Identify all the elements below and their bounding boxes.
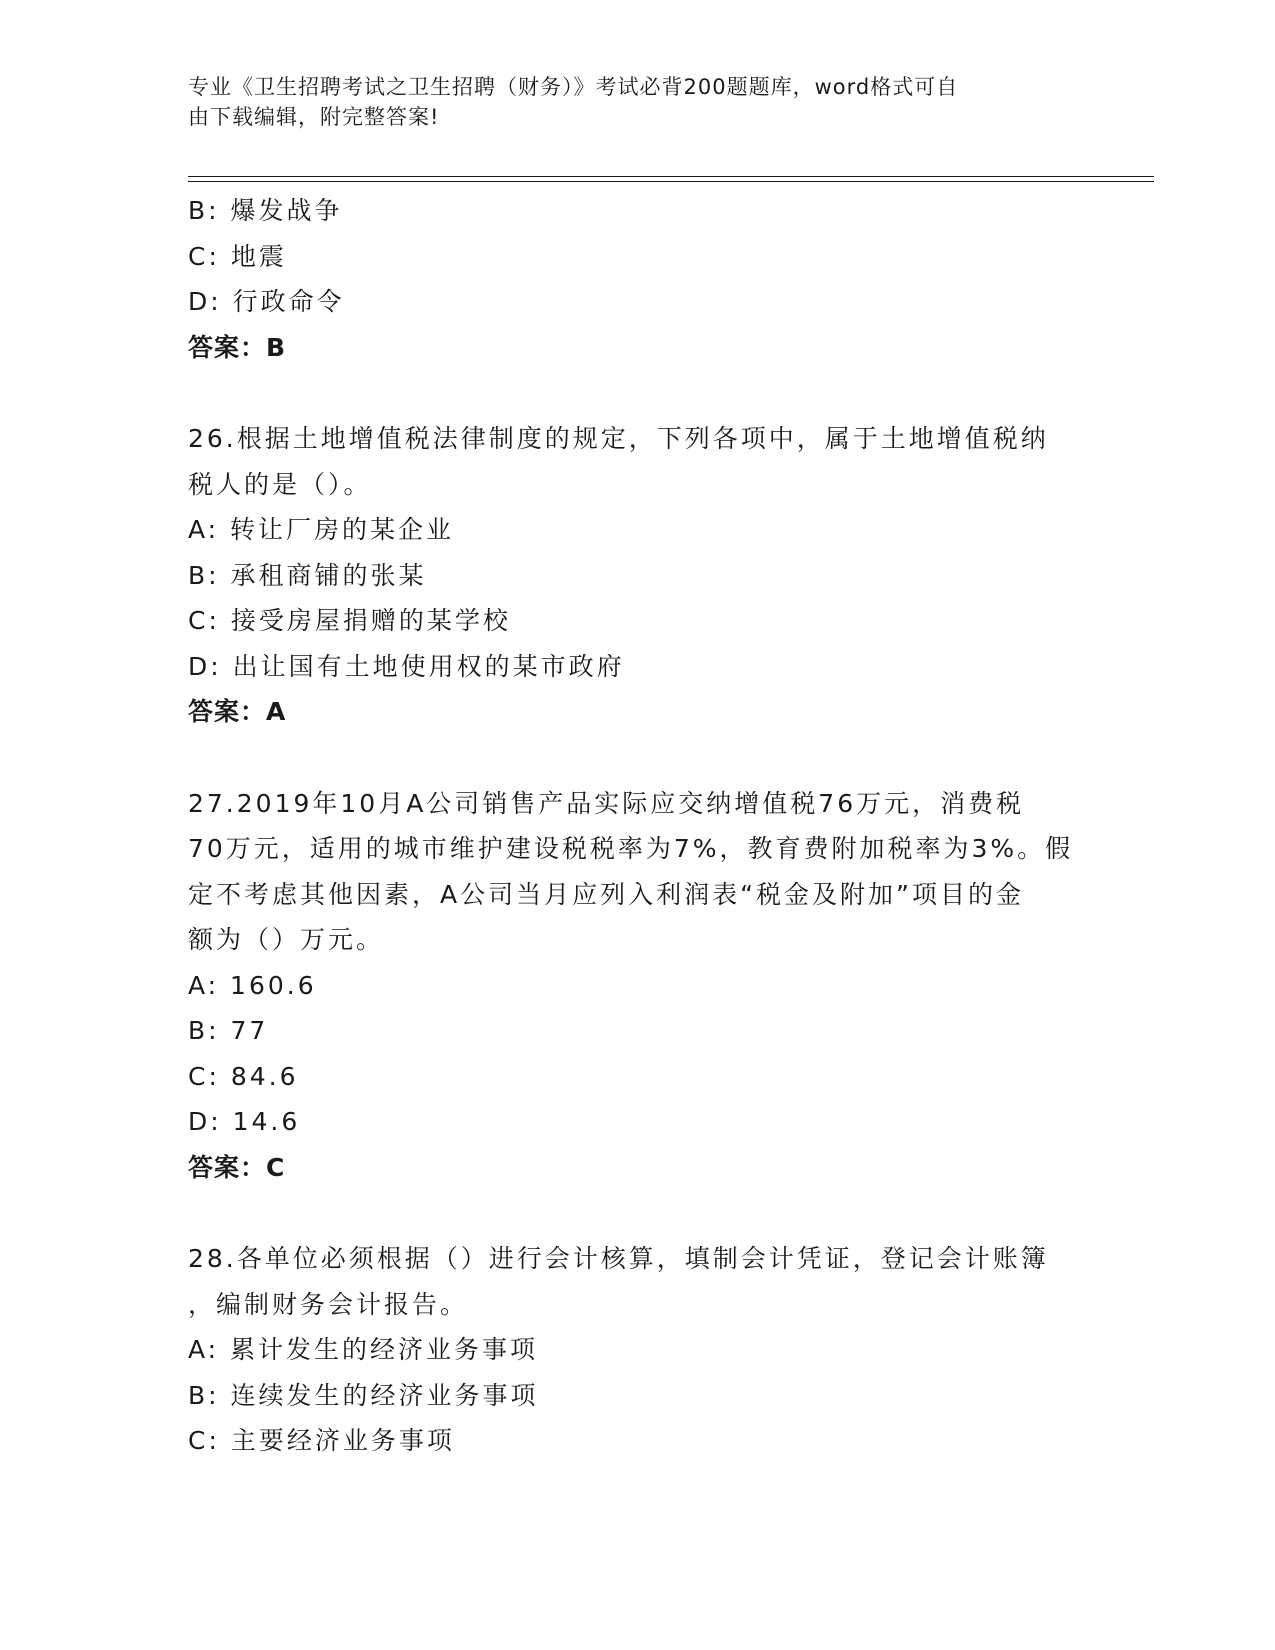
question-stem: ，编制财务会计报告。 <box>188 1289 469 1319</box>
option-a: A: 160.6 <box>188 970 317 1000</box>
option-b: B: 承租商铺的张某 <box>188 560 427 590</box>
question-stem: 70万元，适用的城市维护建设税税率为7%，教育费附加税率为3%。假 <box>188 834 1074 863</box>
question-28 <box>188 1236 1088 1464</box>
option-d: D: 出让国有土地使用权的某市政府 <box>188 651 625 681</box>
option-b: B: 连续发生的经济业务事项 <box>188 1380 539 1410</box>
question-26 <box>188 416 1088 735</box>
option-c: C: 主要经济业务事项 <box>188 1426 455 1455</box>
option-b: B: 爆发战争 <box>188 196 343 225</box>
answer: 答案：A <box>188 697 287 726</box>
option-a: A: 累计发生的经济业务事项 <box>188 1335 539 1364</box>
question-27 <box>188 781 1088 1191</box>
header-divider-top <box>188 176 1154 177</box>
question-stem: 27.2019年10月A公司销售产品实际应交纳增值税76万元，消费税 <box>188 788 1025 818</box>
question-stem: 26.根据土地增值税法律制度的规定，下列各项中，属于土地增值税纳 <box>188 424 1049 453</box>
answer: 答案：B <box>188 332 287 362</box>
question-list <box>188 188 1088 1464</box>
header-line-2: 由下载编辑，附完整答案! <box>188 105 440 129</box>
header-line-1: 专业《卫生招聘考试之卫生招聘（财务）》考试必背200题题库，word格式可自 <box>188 75 959 99</box>
option-c: C: 接受房屋捐赠的某学校 <box>188 606 511 635</box>
answer: 答案：C <box>188 1152 286 1182</box>
question-stem: 额为（）万元。 <box>188 925 385 954</box>
option-b: B: 77 <box>188 1016 269 1045</box>
option-d: D: 14.6 <box>188 1107 301 1136</box>
header-divider-bottom <box>188 181 1154 182</box>
option-c: C: 84.6 <box>188 1061 299 1091</box>
document-header <box>188 72 1068 132</box>
question-25-tail <box>188 188 1088 370</box>
option-c: C: 地震 <box>188 241 287 271</box>
question-stem: 定不考虑其他因素，A公司当月应列入利润表“税金及附加”项目的金 <box>188 879 1025 909</box>
option-d: D: 行政命令 <box>188 287 345 316</box>
question-stem: 税人的是（）。 <box>188 469 372 499</box>
option-a: A: 转让厂房的某企业 <box>188 515 455 544</box>
question-stem: 28.各单位必须根据（）进行会计核算，填制会计凭证，登记会计账簿 <box>188 1244 1049 1273</box>
